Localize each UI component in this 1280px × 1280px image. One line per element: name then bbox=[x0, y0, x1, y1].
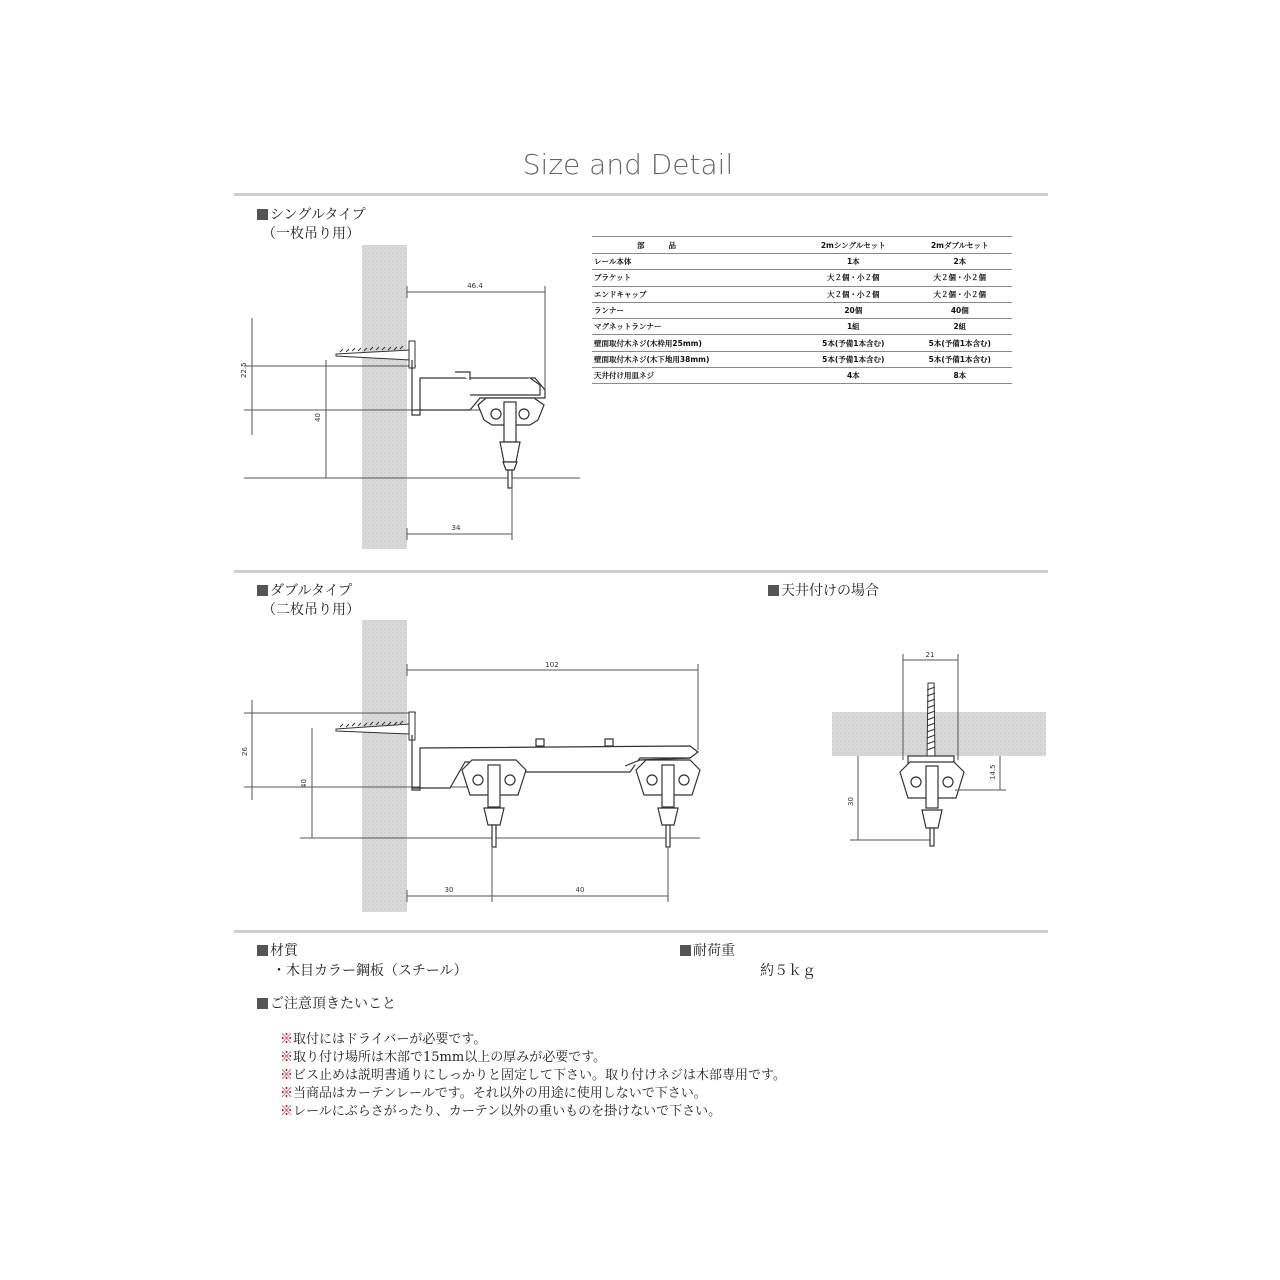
table-cell-single: 5本(予備1本含む) bbox=[799, 351, 908, 367]
table-header-double: 2mダブルセット bbox=[908, 237, 1012, 254]
notes-list bbox=[280, 1031, 786, 1121]
double-type-heading: ダブルタイプ bbox=[257, 582, 352, 600]
single-type-heading: シングルタイプ bbox=[257, 206, 366, 224]
table-cell-single: 大２個・小２個 bbox=[799, 270, 908, 286]
table-cell-part: ランナー bbox=[592, 302, 799, 318]
runner bbox=[900, 756, 964, 846]
double-type-subheading: （二枚吊り用） bbox=[262, 602, 360, 618]
note-item: ※取り付け場所は木部で15mm以上の厚みが必要です。 bbox=[280, 1050, 607, 1065]
note-marker: ※ bbox=[280, 1068, 294, 1083]
table-cell-part: ブラケット bbox=[592, 270, 799, 286]
note-marker: ※ bbox=[280, 1086, 294, 1101]
note-marker: ※ bbox=[280, 1104, 294, 1119]
table-cell-single: 20個 bbox=[799, 302, 908, 318]
dim-label-inner: 14.5 bbox=[989, 764, 997, 780]
material-value: ・木目カラー鋼板（スチール） bbox=[272, 963, 468, 979]
table-cell-single: 5本(予備1本含む) bbox=[799, 335, 908, 351]
table-cell-single: 1組 bbox=[799, 319, 908, 335]
dim-label-height: 40 bbox=[314, 413, 322, 422]
dim-label-width: 102 bbox=[545, 661, 559, 669]
note-item: ※取付にはドライバーが必要です。 bbox=[280, 1032, 487, 1047]
screw bbox=[927, 683, 935, 760]
note-item: ※レールにぶらさがったり、カーテン以外の重いものを掛けないで下さい。 bbox=[280, 1104, 722, 1119]
dim-label-upper: 22.5 bbox=[240, 362, 248, 378]
material-heading: 材質 bbox=[257, 942, 298, 960]
table-cell-single: 大２個・小２個 bbox=[799, 286, 908, 302]
dim-label-height: 30 bbox=[847, 797, 855, 806]
note-item: ※ビス止めは説明書通りにしっかりと固定して下さい。取り付けネジは木部専用です。 bbox=[280, 1068, 786, 1083]
table-cell-part: マグネットランナー bbox=[592, 319, 799, 335]
note-marker: ※ bbox=[280, 1050, 294, 1065]
table-header-single: 2mシングルセット bbox=[799, 237, 908, 254]
table-cell-part: 壁面取付木ネジ(木下地用38mm) bbox=[592, 351, 799, 367]
page-title: Size and Detail bbox=[522, 148, 734, 181]
table-header-part: 部品 bbox=[592, 237, 799, 254]
table-cell-part: レール本体 bbox=[592, 254, 799, 270]
table-cell-single: 1本 bbox=[799, 254, 908, 270]
square-bullet-icon bbox=[680, 945, 691, 956]
ceiling bbox=[832, 712, 1046, 756]
dim-label-bottom: 34 bbox=[451, 524, 461, 532]
dim-label-bottom-right: 40 bbox=[575, 886, 585, 894]
dim-label-upper: 26 bbox=[241, 747, 249, 756]
table-cell-double: 2組 bbox=[908, 319, 1012, 335]
dim-label-width: 46.4 bbox=[467, 282, 483, 290]
square-bullet-icon bbox=[257, 945, 268, 956]
table-cell-double: 5本(予備1本含む) bbox=[908, 351, 1012, 367]
table-cell-single: 4本 bbox=[799, 368, 908, 384]
single-type-subheading: （一枚吊り用） bbox=[262, 226, 360, 242]
note-marker: ※ bbox=[280, 1032, 294, 1047]
dim-label-bottom-left: 30 bbox=[444, 886, 454, 894]
dim-label-top: 21 bbox=[925, 651, 935, 659]
table-cell-double: 5本(予備1本含む) bbox=[908, 335, 1012, 351]
table-cell-part: 壁面取付木ネジ(木枠用25mm) bbox=[592, 335, 799, 351]
dim-label-height: 40 bbox=[300, 779, 308, 788]
table-cell-double: 8本 bbox=[908, 368, 1012, 384]
table-cell-part: エンドキャップ bbox=[592, 286, 799, 302]
table-cell-double: 2本 bbox=[908, 254, 1012, 270]
table-cell-double: 大２個・小２個 bbox=[908, 286, 1012, 302]
square-bullet-icon bbox=[257, 998, 268, 1009]
ceiling-mount-heading: 天井付けの場合 bbox=[768, 582, 879, 600]
table-cell-double: 40個 bbox=[908, 302, 1012, 318]
note-item: ※当商品はカーテンレールです。それ以外の用途に使用しないで下さい。 bbox=[280, 1086, 707, 1101]
load-capacity-heading: 耐荷重 bbox=[680, 942, 735, 960]
table-cell-part: 天井付け用皿ネジ bbox=[592, 368, 799, 384]
notes-heading: ご注意頂きたいこと bbox=[257, 995, 396, 1013]
load-capacity-value: 約５ｋｇ bbox=[760, 963, 816, 979]
table-cell-double: 大２個・小２個 bbox=[908, 270, 1012, 286]
